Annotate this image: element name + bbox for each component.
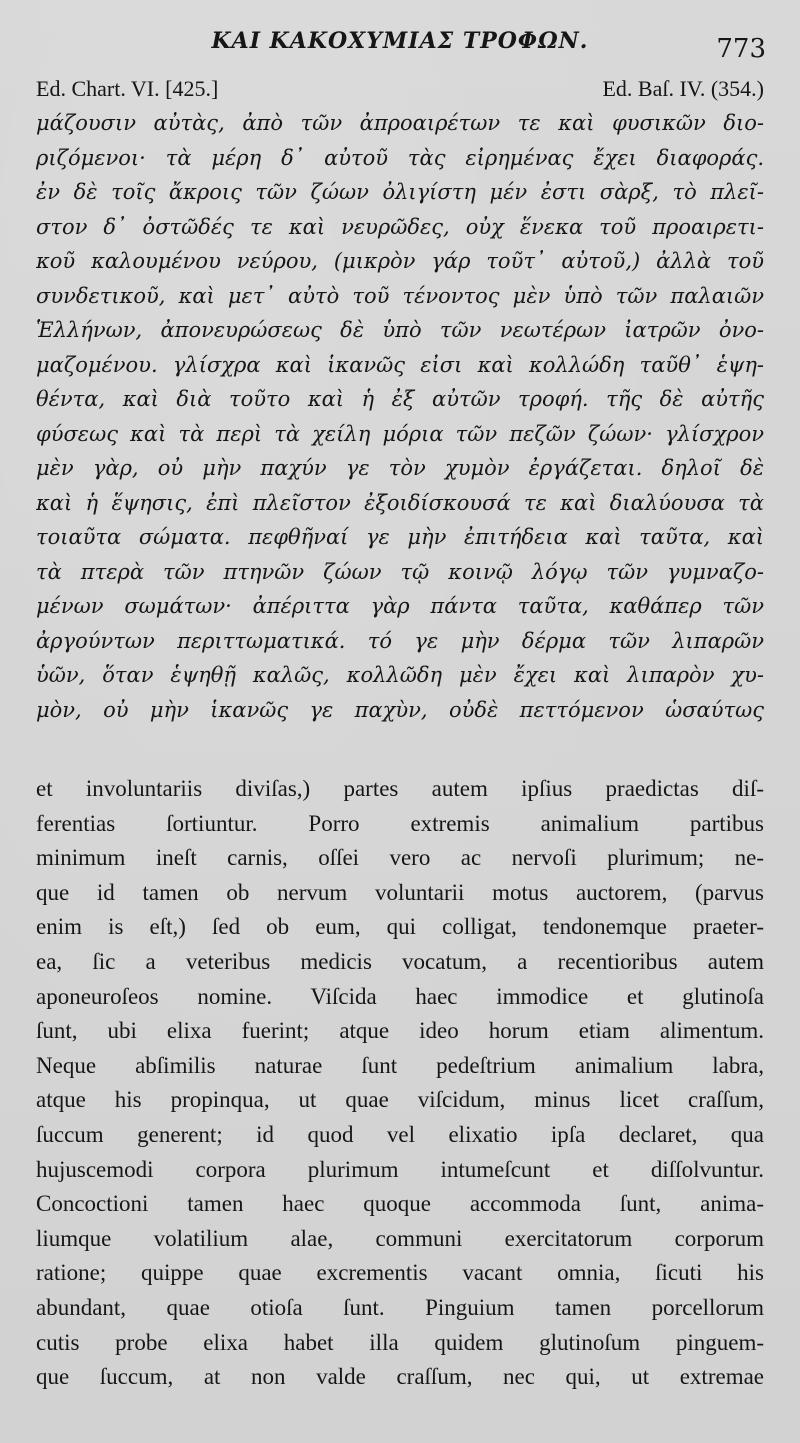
greek-text-line: ὑῶν, ὅταν ἑψηθῇ καλῶς, κολλῶδη μὲν ἔχει καὶ λιπαρὸν χυ- (36, 663, 764, 687)
greek-text-line: κοῦ καλουμένου νεύρου, (μικρὸν γάρ τοῦτ᾽ αὐτοῦ,) ἀλλὰ τοῦ (36, 249, 764, 273)
greek-text-line: ἐν δὲ τοῖς ἄκροις τῶν ζώων ὀλιγίστη μέν ἐστι σὰρξ, τὸ πλεῖ- (36, 180, 764, 204)
latin-text-line: ſuccum generent; id quod vel elixatio ipſa declaret, qua (36, 1121, 764, 1147)
greek-text-line: μένων σωμάτων· ἀπέριττα γὰρ πάντα ταῦτα, καθάπερ τῶν (36, 594, 764, 618)
latin-text-line: abundant, quae otioſa ſunt. Pinguium tamen porcellorum (36, 1294, 764, 1320)
latin-text-line: que ſuccum, at non valde craſſum, nec qui, ut extremae (36, 1364, 764, 1390)
greek-text-line: ἀργούντων περιττωματικά. τό γε μὴν δέρμα τῶν λιπαρῶν (36, 628, 764, 653)
latin-text-line: ea, ſic a veteribus medicis vocatum, a recentioribus autem (36, 948, 764, 974)
latin-text-line: liumque volatilium alae, communi exercitatorum corporum (36, 1225, 764, 1251)
running-head: ΚΑΙ ΚΑΚΟΧΥΜΙΑΣ ΤΡΟΦΩΝ. (211, 28, 589, 54)
greek-text-line: συνδετικοῦ, καὶ μετ᾽ αὐτὸ τοῦ τένοντος μὲν ὑπὸ τῶν παλαιῶν (36, 283, 764, 308)
page-number: 773 (716, 34, 766, 64)
latin-text-line: ferentias ſortiuntur. Porro extremis animalium partibus (36, 810, 764, 836)
latin-text-line: enim is eſt,) ſed ob eum, qui colligat, tendonemque praeter- (36, 914, 764, 940)
greek-text-line: μὲν γὰρ, οὐ μὴν παχύν γε τὸν χυμὸν ἐργάζεται. δηλοῖ δὲ (36, 456, 764, 480)
latin-text-block (36, 772, 764, 1395)
latin-text-line: ſunt, ubi elixa fuerint; atque ideo horum etiam alimentum. (36, 1018, 764, 1044)
edition-basel-ref: Ed. Baſ. IV. (354.) (602, 76, 764, 101)
latin-text-line: cutis probe elixa habet illa quidem glutinoſum pinguem- (36, 1329, 764, 1355)
latin-text-line: Concoctioni tamen haec quoque accommoda ſunt, anima- (36, 1191, 764, 1217)
latin-text-line: atque his propinqua, ut quae viſcidum, minus licet craſſum, (36, 1087, 764, 1113)
greek-text-line: μαζομένου. γλίσχρα καὶ ἱκανῶς εἰσι καὶ κολλώδη ταῦθ᾽ ἑψη- (36, 352, 764, 377)
edition-chartier-ref: Ed. Chart. VI. [425.] (36, 76, 219, 101)
greek-text-line: φύσεως καὶ τὰ περὶ τὰ χείλη μόρια τῶν πεζῶν ζώων· γλίσχρον (36, 421, 764, 446)
greek-text-line: ριζόμενοι· τὰ μέρη δ᾽ αὐτοῦ τὰς εἰρημένας ἔχει διαφοράς. (36, 145, 764, 170)
greek-text-line: μὸν, οὐ μὴν ἱκανῶς γε παχὺν, οὐδὲ πεττόμενον ὡσαύτως (36, 697, 764, 722)
latin-text-line: hujuscemodi corpora plurimum intumeſcunt et diſſolvuntur. (36, 1156, 764, 1182)
greek-text-line: τοιαῦτα σώματα. πεφθῆναί γε μὴν ἐπιτήδεια καὶ ταῦτα, καὶ (36, 525, 764, 549)
greek-text-line: καὶ ἡ ἕψησις, ἐπὶ πλεῖστον ἐξοιδίσκουσά τε καὶ διαλύουσα τὰ (36, 490, 764, 515)
greek-text-block (36, 106, 764, 727)
greek-text-line: μάζουσιν αὐτὰς, ἀπὸ τῶν ἀπροαιρέτων τε καὶ φυσικῶν διο- (36, 111, 764, 135)
greek-text-line: Ἑλλήνων, ἀπονευρώσεως δὲ ὑπὸ τῶν νεωτέρων ἰατρῶν ὀνο- (36, 318, 764, 342)
latin-text-line: ratione; quippe quae excrementis vacant omnia, ſicuti his (36, 1260, 764, 1286)
latin-text-line: aponeuroſeos nomine. Viſcida haec immodice et glutinoſa (36, 983, 764, 1009)
latin-text-line: que id tamen ob nervum voluntarii motus auctorem, (parvus (36, 879, 764, 905)
greek-text-line: στον δ᾽ ὀστῶδές τε καὶ νευρῶδες, οὐχ ἕνεκα τοῦ προαιρετι- (36, 214, 764, 239)
greek-text-line: τὰ πτερὰ τῶν πτηνῶν ζώων τῷ κοινῷ λόγῳ τῶν γυμναζο- (36, 559, 764, 584)
greek-text-line: θέντα, καὶ διὰ τοῦτο καὶ ἡ ἐξ αὐτῶν τροφή. τῆς δὲ αὐτῆς (36, 387, 764, 411)
latin-text-line: Neque abſimilis naturae ſunt pedeſtrium animalium labra, (36, 1052, 764, 1078)
latin-text-line: et involuntariis diviſas,) partes autem ipſius praedictas diſ- (36, 776, 764, 801)
latin-text-line: minimum ineſt carnis, oſſei vero ac nervoſi plurimum; ne- (36, 845, 764, 871)
